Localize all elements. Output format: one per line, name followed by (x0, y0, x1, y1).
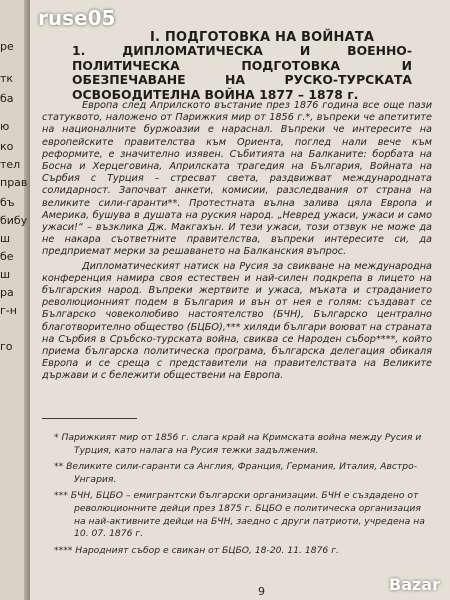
edge-fragment: ш (0, 232, 11, 245)
edge-fragment: ю (0, 120, 10, 133)
edge-fragment: ко (0, 140, 14, 153)
paragraph: Европа след Априлското въстание през 1876 година все още пази статуквото, наложено от Парижкия мир от 1856 г.*, въпреки че апетитите на националните буржоазии е нараснал. Въпреки че интересите на европейските правителства към Ориента, поглед нали вече към реформите, е значително изявен. Събитията на Балканите: борбата на Босна и Херцеговина, Априлската трагедия на България, Войната на Сърбия с Турция – стресват света, раздвижват международната солидарност. Започват анкети, комисии, разследвания от страна на великите сили-гаранти**. Протестната вълна залива цяла Европа и Америка, бушува в душата на руския народ. „Невред ужаси, ужаси и само ужаси!“ – възклика Дж. Макгахън. И тези ужаси, този отзвук не може да не накара съответните правителства, въпреки интересите си, да предприемат мерки за решаването на Балканския въпрос. (42, 100, 432, 258)
adjacent-page-edge (0, 0, 30, 600)
edge-fragment: ба (0, 92, 14, 105)
paragraph: Дипломатическият натиск на Русия за свикване на международна конференция намира своя естествен и най-силен подкрепа в лицето на българския народ. Въпреки жертвите и ужаса, мъката и страданието революционният подем в България и вън от нея е голям: създават се Българско човеколюбиво настоятелство (БЧН), Българско централно благотворително общество (БЦБО),*** хиляди българи воюват на страната на Сърбия в Сръбско-турската война, свиква се Народен събор****, който приема българска политическа програма, българска делегация обикаля Европа и се среща с представители на правителствата на Великите държави и с бележити обществени на Европа. (42, 260, 432, 382)
footnote: *** БЧН, БЦБО – емигрантски български организации. БЧН е създадено от революционните дейци през 1875 г. БЦБО е политическа организация на най-активните дейци на БЧН, заедно с други патриоти, учредена на 10. 07. 1876 г. (54, 490, 425, 540)
edge-fragment: ш (0, 268, 11, 281)
footnote: ** Великите сили-гаранти са Англия, Франция, Германия, Италия, Австро-Унгария. (54, 461, 418, 485)
edge-fragment: бе (0, 250, 14, 263)
edge-fragment: бибу (0, 214, 28, 227)
section-title: 1. ДИПЛОМАТИЧЕСКА И ВОЕННО-ПОЛИТИЧЕСКА ПОДГОТОВКА И ОБЕЗПЕЧАВАНЕ НА РУСКО-ТУРСКАТА ОСВОБОДИТЕЛНА ВОЙНА 1877 – 1878 г. (72, 43, 412, 102)
bazar-logo: Bazar (389, 575, 440, 594)
book-page (30, 0, 450, 600)
watermark: ruse05 (38, 6, 116, 30)
edge-fragment: г-н (0, 304, 17, 317)
edge-fragment: ра (0, 286, 14, 299)
footnotes (54, 432, 429, 561)
edge-fragment: прав (0, 176, 28, 189)
edge-fragment: тк (0, 72, 14, 85)
edge-fragment: го (0, 340, 13, 353)
footnote: * Парижкият мир от 1856 г. слага край на Кримската война между Русия и Турция, като налага на Русия тежки задължения. (54, 432, 422, 456)
footnote-divider (42, 418, 137, 419)
edge-fragment: бъ (0, 196, 15, 209)
page-number: 9 (258, 585, 265, 598)
edge-fragment: ре (0, 40, 14, 53)
chapter-title: I. ПОДГОТОВКА НА ВОЙНАТА (150, 30, 375, 45)
edge-fragment: тел (0, 158, 21, 171)
main-text (42, 100, 432, 383)
footnote: **** Народният събор е свикан от БЦБО, 18-20. 11. 1876 г. (54, 544, 339, 556)
